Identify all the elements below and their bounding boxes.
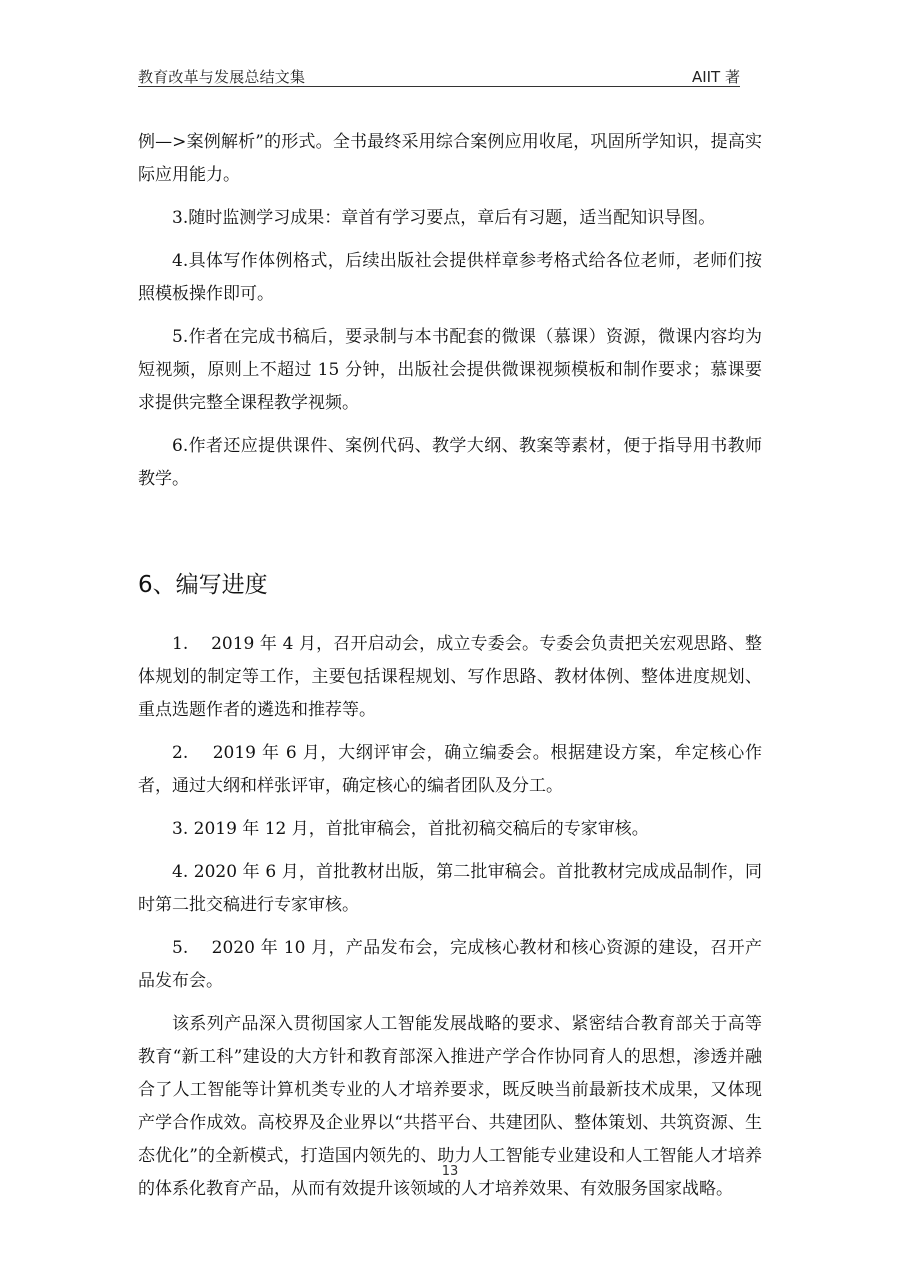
paragraph-item-4: 4.具体写作体例格式，后续出版社会提供样章参考格式给各位老师，老师们按照模板操作即可。	[138, 251, 762, 304]
paragraph-item-3: 3.随时监测学习成果：章首有学习要点，章后有习题，适当配知识导图。	[172, 208, 716, 228]
paragraph-item-6: 6.作者还应提供课件、案例代码、教学大纲、教案等素材，便于指导用书教师教学。	[138, 436, 762, 489]
header-author: AIIT 著	[691, 68, 740, 86]
schedule-item-2: 2. 2019 年 6 月，大纲评审会，确立编委会。根据建设方案，牟定核心作者，通过大纲和样张评审，确定核心的编者团队及分工。	[138, 743, 762, 796]
schedule-item-3: 3. 2019 年 12 月，首批审稿会，首批初稿交稿后的专家审核。	[172, 819, 649, 839]
paragraph-item-5: 5.作者在完成书稿后，要录制与本书配套的微课（慕课）资源，微课内容均为短视频，原则上不超过 15 分钟，出版社会提供微课视频模板和制作要求；慕课要求提供完整全课程教学视频。	[138, 327, 762, 413]
header-divider	[138, 86, 740, 87]
schedule-item-1: 1. 2019 年 4 月，召开启动会，成立专委会。专委会负责把关宏观思路、整体规划的制定等工作，主要包括课程规划、写作思路、教材体例、整体进度规划、重点选题作者的遴选和推荐等。	[138, 634, 762, 720]
page-number: 13	[441, 1164, 459, 1179]
paragraph-continuation: 例—>案例解析”的形式。全书最终采用综合案例应用收尾，巩固所学知识，提高实际应用能力。	[138, 132, 762, 185]
header-book-title: 教育改革与发展总结文集	[138, 68, 306, 86]
running-header	[138, 66, 740, 88]
page-body	[138, 126, 762, 1216]
summary-paragraph: 该系列产品深入贯彻国家人工智能发展战略的要求、紧密结合教育部关于高等教育“新工科”建设的大方针和教育部深入推进产学合作协同育人的思想，渗透并融合了人工智能等计算机类专业的人才培养要求，既反映当前最新技术成果，又体现产学合作成效。高校界及企业界以“共搭平台、共建团队、整体策划、共筑资源、生态优化”的全新模式，打造国内领先的、助力人工智能专业建设和人工智能人才培养的体系化教育产品，从而有效提升该领域的人才培养效果、有效服务国家战略。	[138, 1014, 762, 1199]
schedule-item-4: 4. 2020 年 6 月，首批教材出版，第二批审稿会。首批教材完成成品制作，同时第二批交稿进行专家审核。	[138, 862, 762, 915]
schedule-item-5: 5. 2020 年 10 月，产品发布会，完成核心教材和核心资源的建设，召开产品发布会。	[138, 938, 762, 991]
section-heading: 6、编写进度	[138, 572, 268, 598]
